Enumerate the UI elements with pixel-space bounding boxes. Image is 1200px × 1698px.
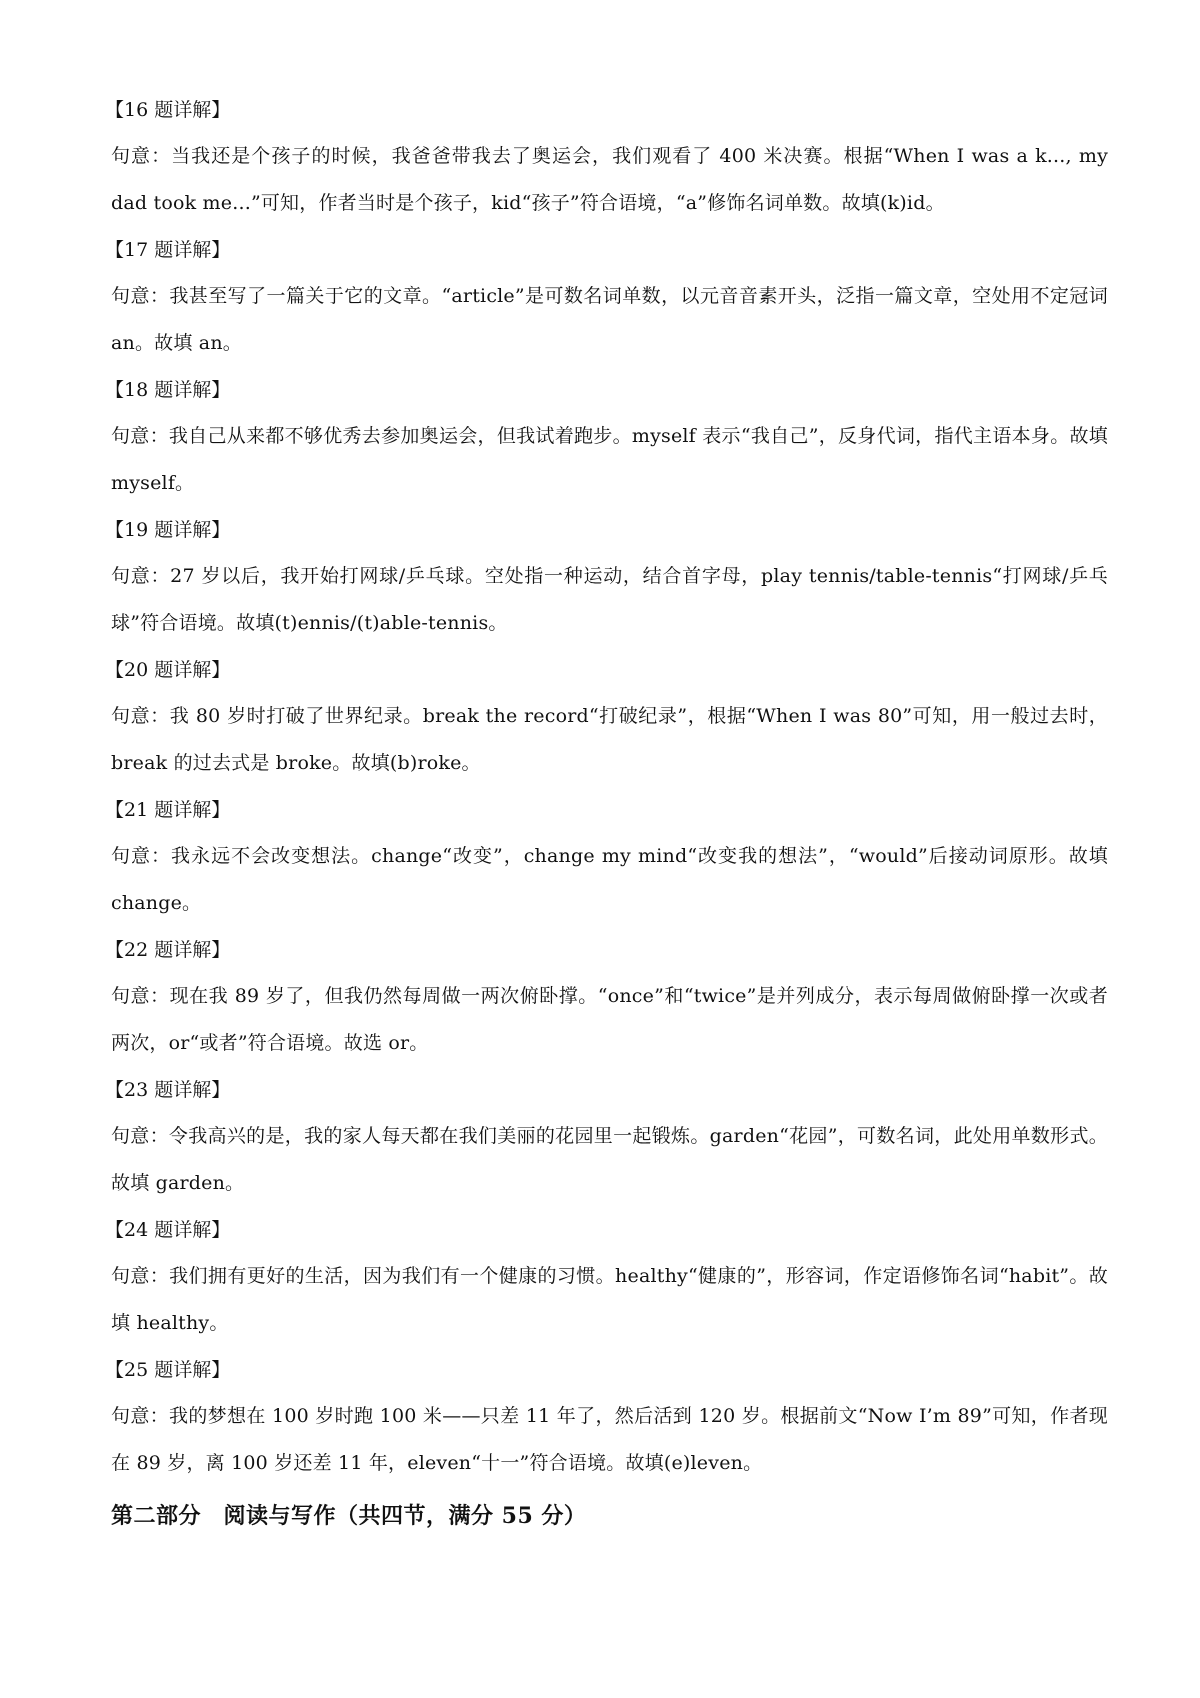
explanation-text: 句意：我们拥有更好的生活，因为我们有一个健康的习惯。healthy“健康的”，形容词，作定语修饰名词“habit”。故填 healthy。 [111, 1265, 1108, 1334]
explanation-25 [105, 1358, 1108, 1487]
explanation-24 [105, 1218, 1108, 1347]
question-heading: 【23 题详解】 [105, 1079, 231, 1101]
explanation-text: 句意：我甚至写了一篇关于它的文章。“article”是可数名词单数，以元音音素开头，泛指一篇文章，空处用不定冠词 an。故填 an。 [111, 285, 1108, 354]
explanation-text: 句意：27 岁以后，我开始打网球/乒乓球。空处指一种运动，结合首字母，play tennis/table-tennis“打网球/乒乓球”符合语境。故填(t)ennis/(t)able-tennis。 [111, 565, 1108, 634]
question-heading: 【19 题详解】 [105, 519, 231, 541]
question-heading: 【16 题详解】 [105, 99, 231, 121]
explanation-23 [105, 1078, 1108, 1207]
explanation-21 [105, 798, 1108, 927]
explanation-19 [105, 518, 1108, 647]
explanation-text: 句意：我永远不会改变想法。change“改变”，change my mind“改变我的想法”，“would”后接动词原形。故填 change。 [111, 845, 1108, 914]
section-title: 第二部分 阅读与写作（共四节，满分 55 分） [111, 1503, 587, 1529]
question-heading: 【20 题详解】 [105, 659, 231, 681]
explanation-17 [105, 238, 1108, 367]
explanation-text: 句意：令我高兴的是，我的家人每天都在我们美丽的花园里一起锻炼。garden“花园”，可数名词，此处用单数形式。故填 garden。 [111, 1125, 1108, 1194]
explanation-text: 句意：当我还是个孩子的时候，我爸爸带我去了奥运会，我们观看了 400 米决赛。根据“When I was a k..., my dad took me...”可知，作者当时是个孩子，kid“孩子”符合语境，“a”修饰名词单数。故填(k)id。 [111, 145, 1108, 214]
explanation-text: 句意：现在我 89 岁了，但我仍然每周做一两次俯卧撑。“once”和“twice”是并列成分，表示每周做俯卧撑一次或者两次，or“或者”符合语境。故选 or。 [111, 985, 1108, 1054]
question-heading: 【17 题详解】 [105, 239, 231, 261]
explanation-text: 句意：我自己从来都不够优秀去参加奥运会，但我试着跑步。myself 表示“我自己”，反身代词，指代主语本身。故填 myself。 [111, 425, 1108, 494]
explanation-20 [105, 658, 1108, 787]
explanation-text: 句意：我 80 岁时打破了世界纪录。break the record“打破纪录”，根据“When I was 80”可知，用一般过去时，break 的过去式是 broke。故填(b)roke。 [111, 705, 1108, 774]
explanation-text: 句意：我的梦想在 100 岁时跑 100 米——只差 11 年了，然后活到 120 岁。根据前文“Now I’m 89”可知，作者现在 89 岁，离 100 岁还差 11 年，eleven“十一”符合语境。故填(e)leven。 [111, 1405, 1108, 1474]
explanation-16 [105, 98, 1108, 227]
question-heading: 【24 题详解】 [105, 1219, 231, 1241]
question-heading: 【21 题详解】 [105, 799, 231, 821]
explanation-18 [105, 378, 1108, 507]
explanation-22 [105, 938, 1108, 1067]
question-heading: 【25 题详解】 [105, 1359, 231, 1381]
question-heading: 【22 题详解】 [105, 939, 231, 961]
question-heading: 【18 题详解】 [105, 379, 231, 401]
